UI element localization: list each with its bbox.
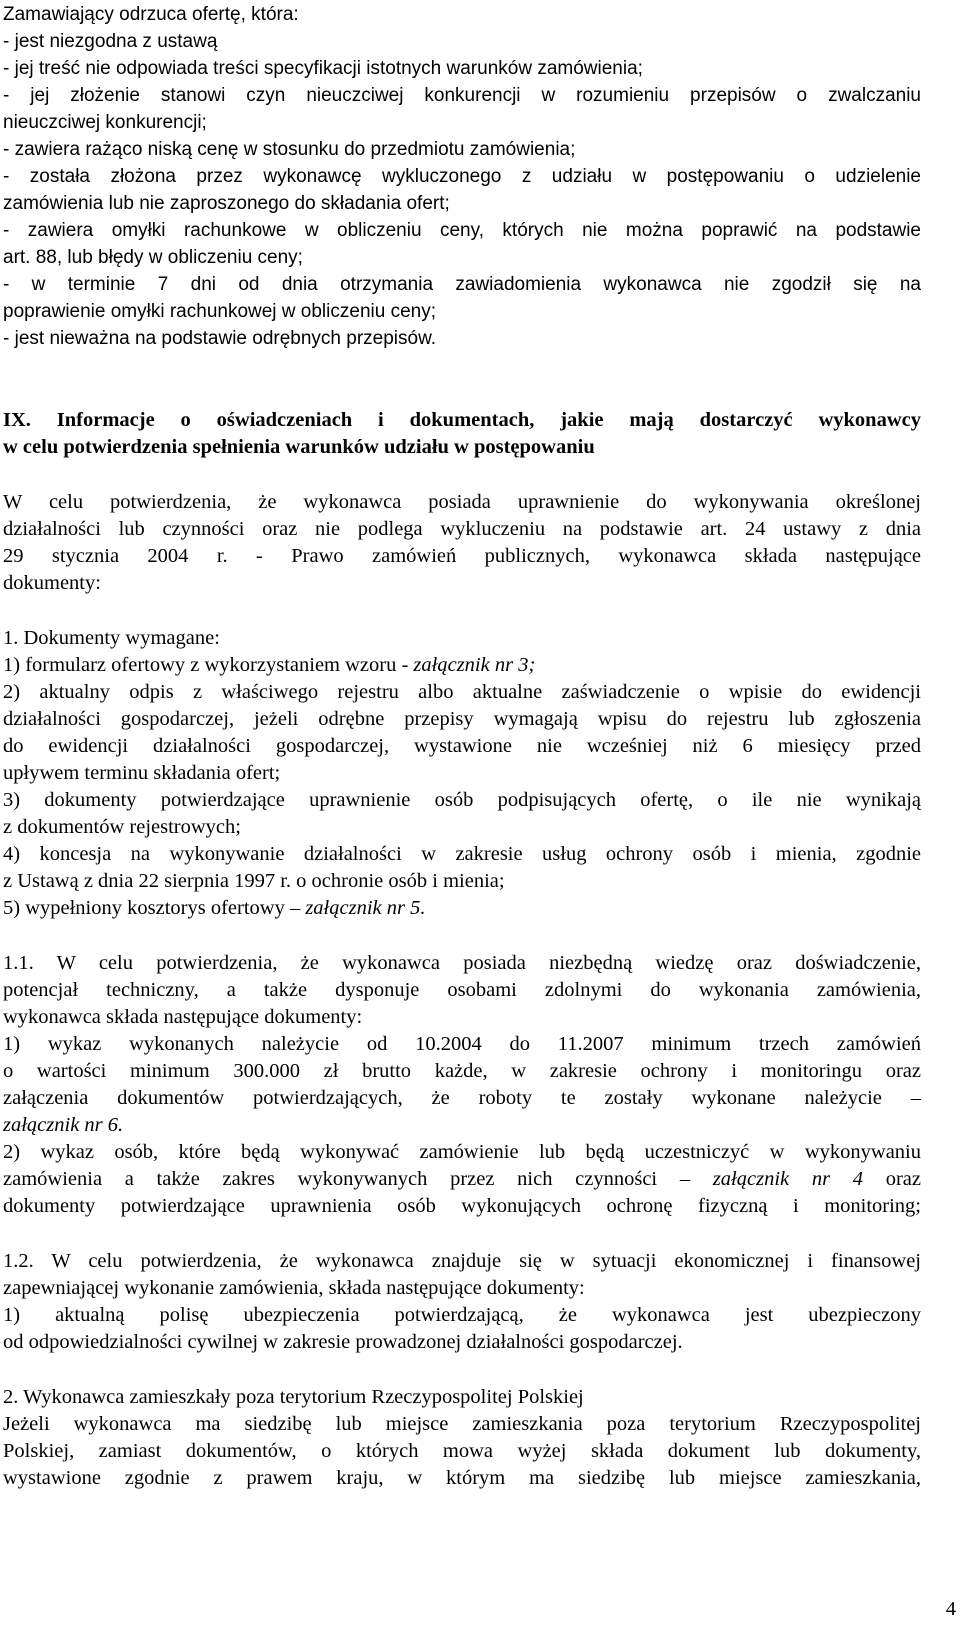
paragraph-line: Polskiej, zamiast dokumentów, o których mowa wyżej składa dokument lub dokumenty, [3, 1440, 921, 1462]
paragraph-line: potencjał techniczny, a także dysponuje osobami zdolnymi do wykonania zamówienia, [3, 979, 921, 1001]
list-item-cont: dokumenty potwierdzające uprawnienia osób wykonujących ochronę fizyczną i monitoring; [3, 1195, 921, 1217]
attachment-ref: załącznik nr 3; [413, 654, 536, 676]
paragraph-line: 29 stycznia 2004 r. - Prawo zamówień publicznych, wykonawca składa następujące [3, 545, 921, 567]
rejection-item: - jest niezgodna z ustawą [3, 31, 218, 52]
rejection-item-cont: nieuczciwej konkurencji; [3, 112, 207, 133]
attachment-ref: załącznik nr 6. [3, 1114, 124, 1136]
paragraph-line: 1.2. W celu potwierdzenia, że wykonawca znajduje się w sytuacji ekonomicznej i finansowej [3, 1250, 921, 1272]
list-item: 2) aktualny odpis z właściwego rejestru albo aktualne zaświadczenie o wpisie do ewidencji [3, 681, 921, 703]
list-item-cont: zamówienia a także zakres wykonywanych przez nich czynności – załącznik nr 4 oraz [3, 1168, 921, 1190]
rejection-item-cont: art. 88, lub błędy w obliczeniu ceny; [3, 247, 303, 268]
rejection-item-cont: zamówienia lub nie zaproszonego do składania ofert; [3, 193, 450, 214]
list-item-cont: działalności gospodarczej, jeżeli odrębne przepisy wymagają wpisu do rejestru lub zgłoszenia [3, 708, 921, 730]
rejection-item: - jej złożenie stanowi czyn nieuczciwej konkurencji w rozumieniu przepisów o zwalczaniu [3, 85, 921, 106]
paragraph-line: Jeżeli wykonawca ma siedzibę lub miejsce zamieszkania poza terytorium Rzeczypospolitej [3, 1413, 921, 1435]
paragraph-line: dokumenty: [3, 572, 101, 594]
list-item: 1) wykaz wykonanych należycie od 10.2004 do 11.2007 minimum trzech zamówień [3, 1033, 921, 1055]
list-item-cont: upływem terminu składania ofert; [3, 762, 281, 784]
paragraph-line: wykonawca składa następujące dokumenty: [3, 1006, 363, 1028]
section-heading-cont: w celu potwierdzenia spełnienia warunków udziału w postępowaniu [3, 436, 595, 458]
paragraph-line: zapewniającej wykonanie zamówienia, składa następujące dokumenty: [3, 1277, 585, 1299]
list-item-cont: załączenia dokumentów potwierdzających, że roboty te zostały wykonane należycie – [3, 1087, 921, 1109]
rejection-item: - jest nieważna na podstawie odrębnych przepisów. [3, 328, 437, 349]
paragraph-line: 1.1. W celu potwierdzenia, że wykonawca posiada niezbędną wiedzę oraz doświadczenie, [3, 952, 921, 974]
section-heading: IX. Informacje o oświadczeniach i dokumentach, jakie mają dostarczyć wykonawcy [3, 409, 921, 431]
list-item-cont: do ewidencji działalności gospodarczej, wystawione nie wcześniej niż 6 miesięcy przed [3, 735, 921, 757]
list-item-cont: od odpowiedzialności cywilnej w zakresie prowadzonej działalności gospodarczej. [3, 1331, 683, 1353]
subsection-heading: 2. Wykonawca zamieszkały poza terytorium Rzeczypospolitej Polskiej [3, 1386, 584, 1408]
rejection-item: - w terminie 7 dni od dnia otrzymania zawiadomienia wykonawca nie zgodził się na [3, 274, 921, 295]
list-item: 5) wypełniony kosztorys ofertowy – załącznik nr 5. [3, 897, 426, 919]
attachment-ref: załącznik nr 5. [305, 897, 426, 919]
list-item: 4) koncesja na wykonywanie działalności w zakresie usług ochrony osób i mienia, zgodnie [3, 843, 921, 865]
list-item: 1) aktualną polisę ubezpieczenia potwierdzającą, że wykonawca jest ubezpieczony [3, 1304, 921, 1326]
list-item: 2) wykaz osób, które będą wykonywać zamówienie lub będą uczestniczyć w wykonywaniu [3, 1141, 921, 1163]
list-item: 1) formularz ofertowy z wykorzystaniem wzoru - załącznik nr 3; [3, 654, 536, 676]
list-item-cont: o wartości minimum 300.000 zł brutto każde, w zakresie ochrony i monitoringu oraz [3, 1060, 921, 1082]
rejection-item-cont: poprawienie omyłki rachunkowej w obliczeniu ceny; [3, 301, 436, 322]
rejection-item: - zawiera omyłki rachunkowe w obliczeniu ceny, których nie można poprawić na podstawie [3, 220, 921, 241]
rejection-item: - została złożona przez wykonawcę wykluczonego z udziału w postępowaniu o udzielenie [3, 166, 921, 187]
page-number: 4 [945, 1598, 956, 1620]
rejection-intro: Zamawiający odrzuca ofertę, która: [3, 4, 299, 25]
rejection-item: - zawiera rażąco niską cenę w stosunku do przedmiotu zamówienia; [3, 139, 576, 160]
paragraph-line: wystawione zgodnie z prawem kraju, w którym ma siedzibę lub miejsce zamieszkania, [3, 1467, 921, 1489]
paragraph-line: działalności lub czynności oraz nie podlega wykluczeniu na podstawie art. 24 ustawy z dnia [3, 518, 921, 540]
paragraph-line: W celu potwierdzenia, że wykonawca posiada uprawnienie do wykonywania określonej [3, 491, 921, 513]
list-item-cont: z dokumentów rejestrowych; [3, 816, 241, 838]
rejection-item: - jej treść nie odpowiada treści specyfikacji istotnych warunków zamówienia; [3, 58, 643, 79]
list-item: 3) dokumenty potwierdzające uprawnienie osób podpisujących ofertę, o ile nie wynikają [3, 789, 921, 811]
attachment-ref: załącznik nr 4 [712, 1168, 864, 1190]
list-item-cont: z Ustawą z dnia 22 sierpnia 1997 r. o ochronie osób i mienia; [3, 870, 505, 892]
subsection-heading: 1. Dokumenty wymagane: [3, 627, 220, 649]
